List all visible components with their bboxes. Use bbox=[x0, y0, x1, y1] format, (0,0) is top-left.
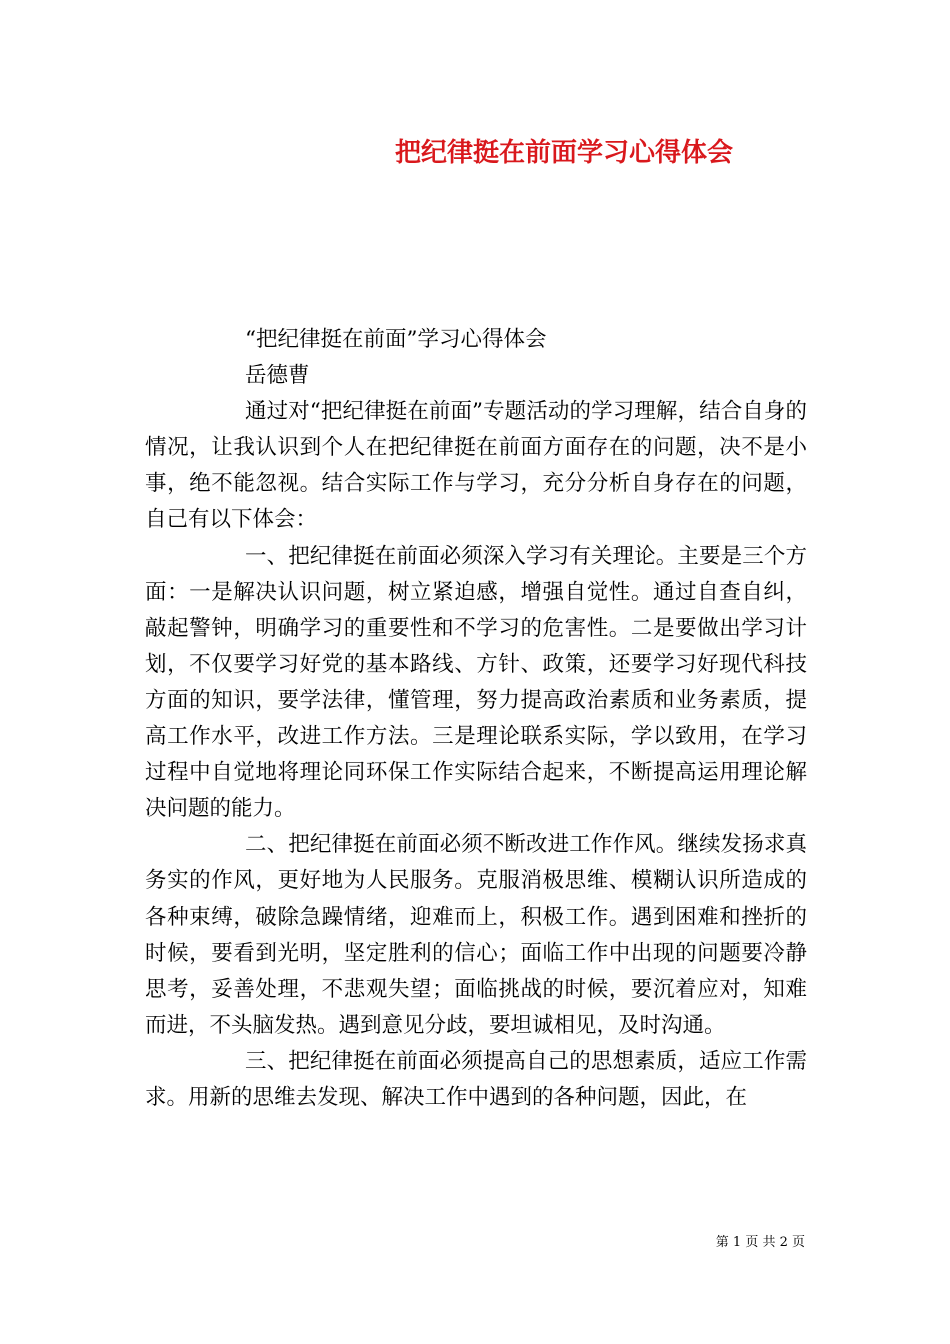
paragraph-section-3: 三、把纪律挺在前面必须提高自己的思想素质，适应工作需求。用新的思维去发现、解决工作中遇到的各种问题，因此，在 bbox=[145, 1048, 807, 1110]
document-title: 把纪律挺在前面学习心得体会 bbox=[395, 138, 734, 168]
page-number-footer: 第 1 页 共 2 页 bbox=[715, 1235, 805, 1250]
paragraph-section-2: 二、把纪律挺在前面必须不断改进工作作风。继续发扬求真务实的作风，更好地为人民服务。克服消极思维、模糊认识所造成的各种束缚，破除急躁情绪，迎难而上，积极工作。遇到困难和挫折的时候，要看到光明，坚定胜利的信心；面临工作中出现的问题要冷静思考，妥善处理，不悲观失望；面临挑战的时候，要沉着应对，知难而进，不头脑发热。遇到意见分歧，要坦诚相见，及时沟通。 bbox=[145, 832, 807, 1038]
document-body bbox=[145, 322, 807, 1116]
paragraph-intro: 通过对“把纪律挺在前面”专题活动的学习理解，结合自身的情况，让我认识到个人在把纪律挺在前面方面存在的问题，决不是小事，绝不能忽视。结合实际工作与学习，充分分析自身存在的问题，自己有以下体会： bbox=[145, 399, 807, 533]
author: 岳德曹 bbox=[245, 363, 310, 389]
paragraph-section-1: 一、把纪律挺在前面必须深入学习有关理论。主要是三个方面：一是解决认识问题，树立紧迫感，增强自觉性。通过自查自纠，敲起警钟，明确学习的重要性和不学习的危害性。二是要做出学习计划，不仅要学习好党的基本路线、方针、政策，还要学习好现代科技方面的知识，要学法律，懂管理，努力提高政治素质和业务素质，提高工作水平，改进工作方法。三是理论联系实际，学以致用，在学习过程中自觉地将理论同环保工作实际结合起来，不断提高运用理论解决问题的能力。 bbox=[145, 543, 807, 822]
subtitle: “把纪律挺在前面”学习心得体会 bbox=[245, 327, 547, 352]
